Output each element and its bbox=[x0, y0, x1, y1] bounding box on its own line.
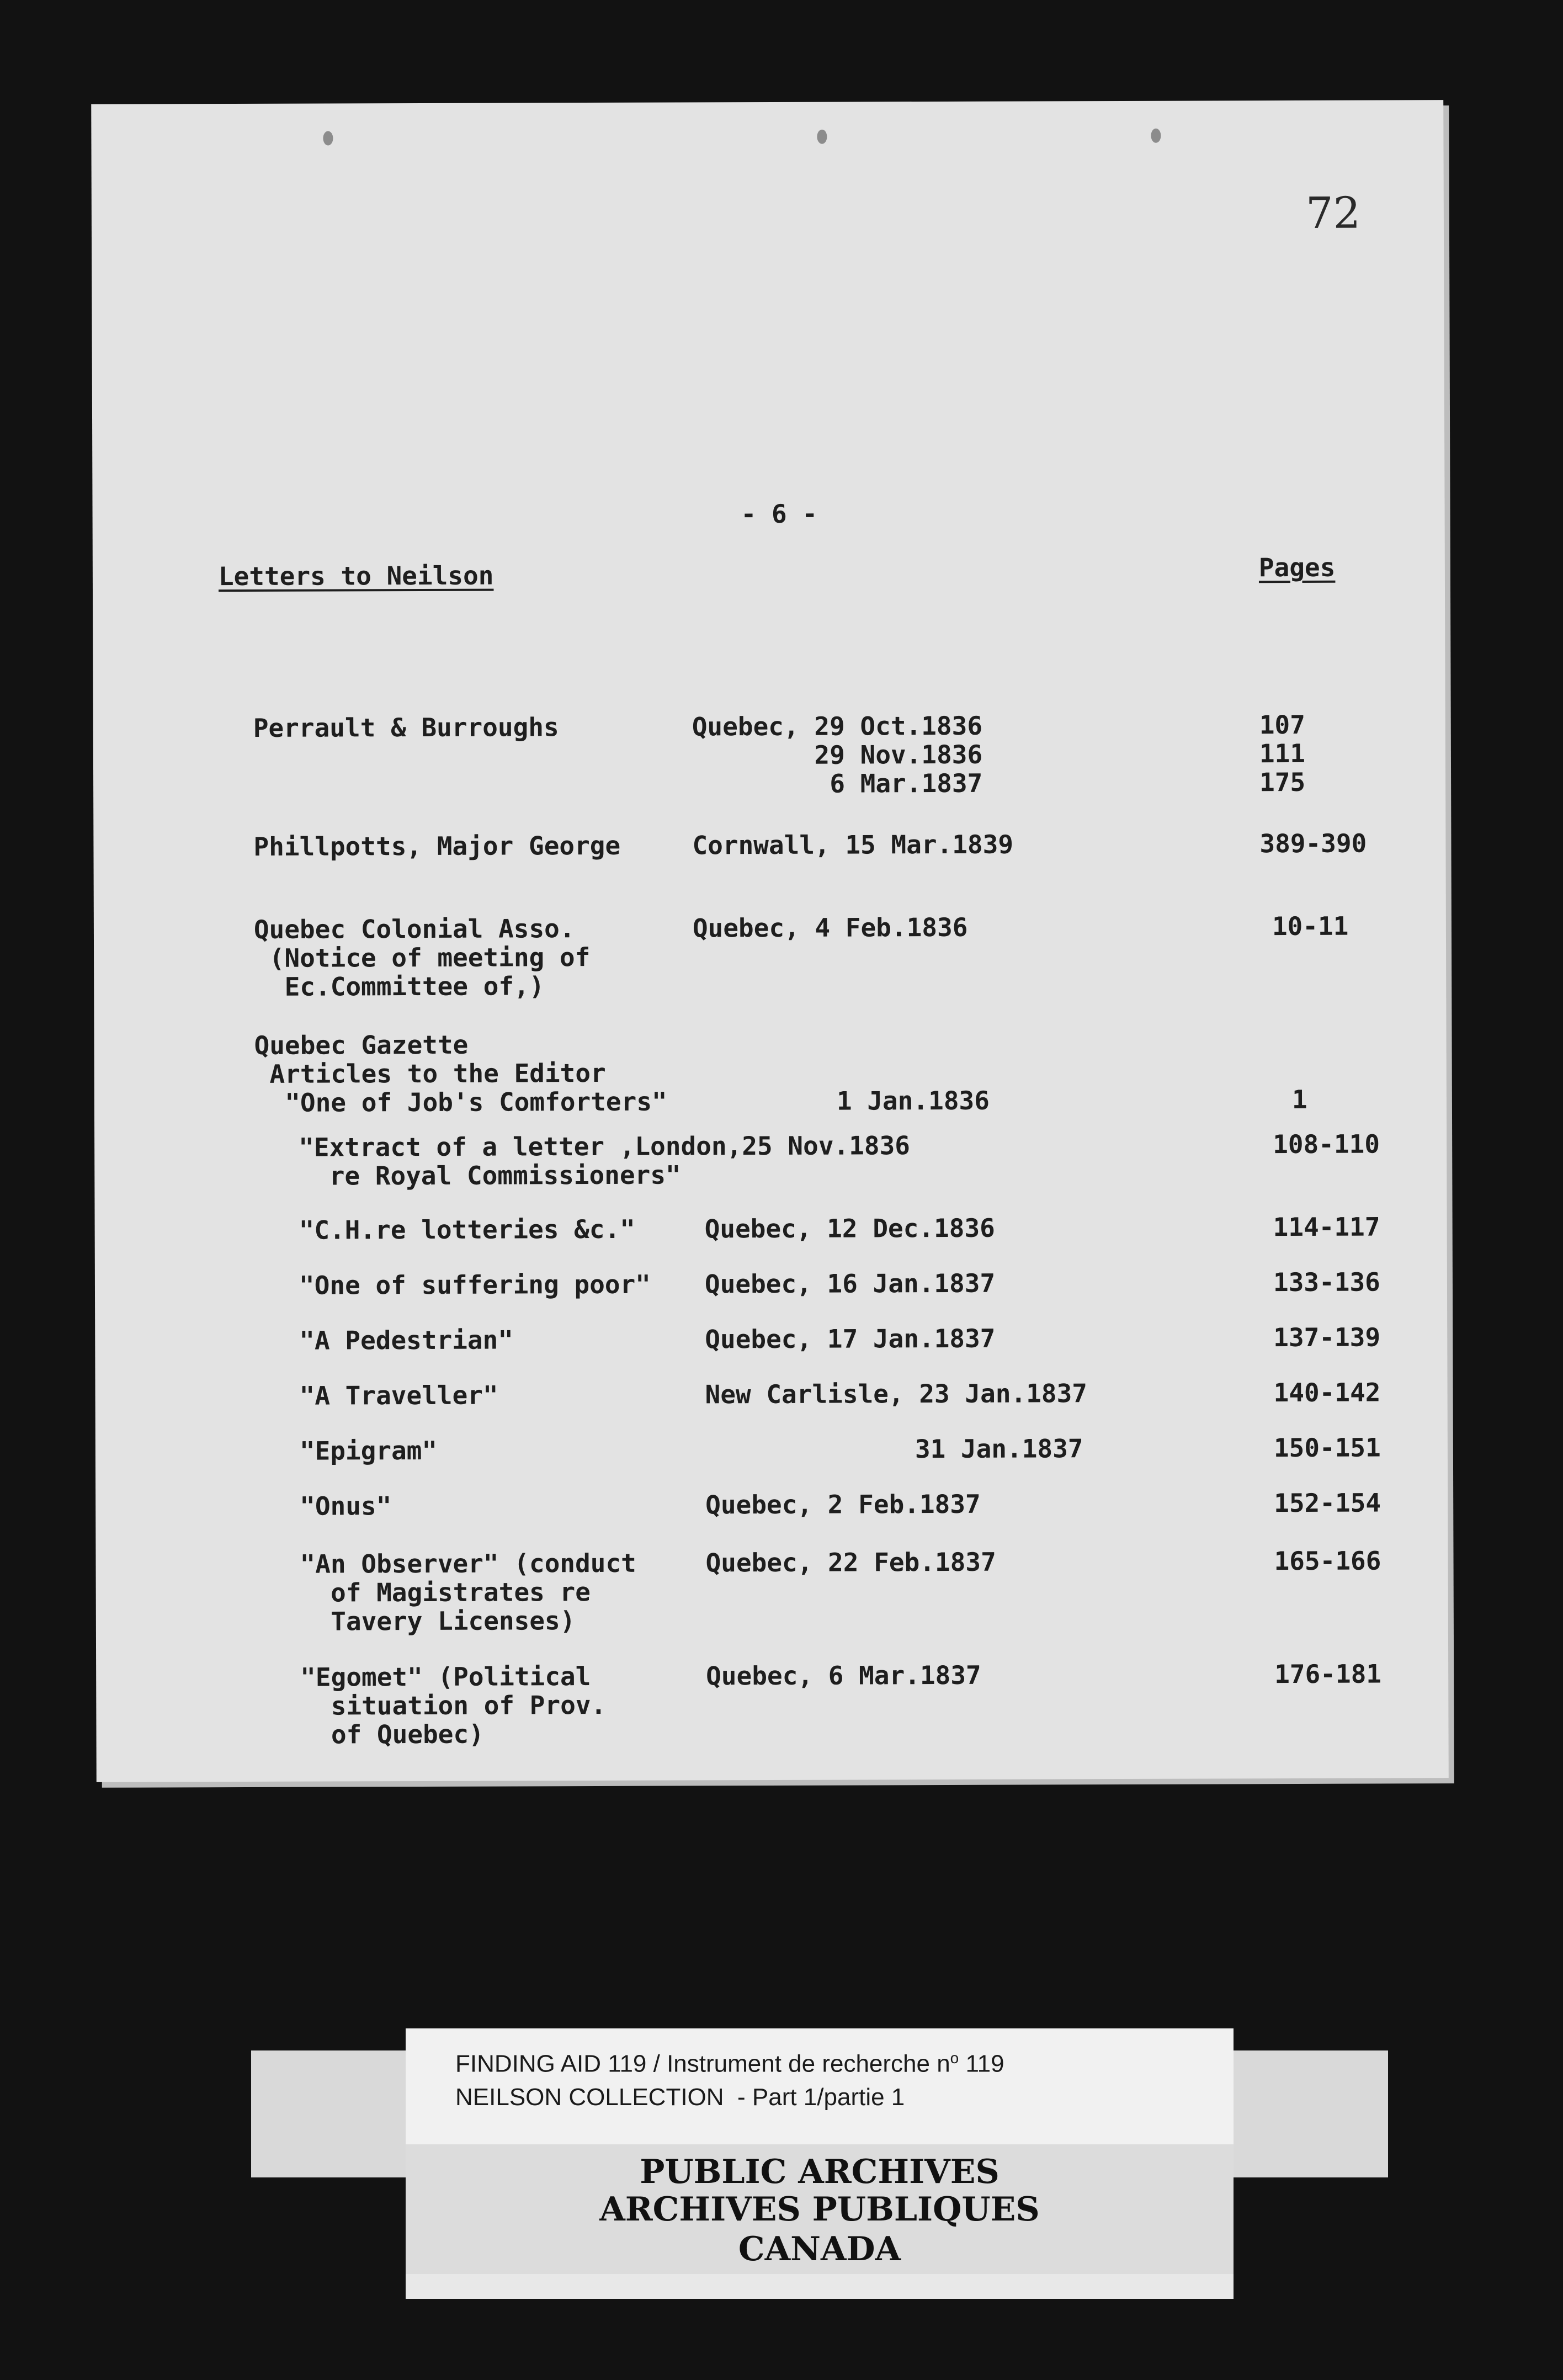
pages-column-header: Pages bbox=[1258, 552, 1336, 583]
entry-pages: 1 bbox=[1291, 1027, 1307, 1115]
entry-correspondent: "Epigram" bbox=[299, 1435, 438, 1466]
entry-pages: 107 111 175 bbox=[1259, 709, 1306, 798]
entry-pages: 10-11 bbox=[1272, 911, 1349, 942]
entry-correspondent: "An Observer" (conduct of Magistrates re Tavery Licenses) bbox=[300, 1548, 636, 1637]
entry-pages: 114-117 bbox=[1273, 1212, 1380, 1242]
entry-place-date: Quebec, 29 Oct.1836 29 Nov.1836 6 Mar.1837 bbox=[692, 710, 983, 799]
entry-correspondent: Quebec Gazette Articles to the Editor "One of Job's Comforters" bbox=[254, 1029, 667, 1118]
finding-aid-superscript: o bbox=[950, 2049, 959, 2066]
entry-correspondent: "One of suffering poor" bbox=[299, 1269, 651, 1300]
finding-aid-label bbox=[406, 2028, 1234, 2144]
finding-aid-text: FINDING AID 119 / Instrument de recherche n bbox=[455, 2050, 950, 2078]
entry-correspondent: "C.H.re lotteries &c." bbox=[299, 1214, 636, 1245]
entry-place-date: Quebec, 4 Feb.1836 bbox=[692, 912, 968, 943]
entry-place-date: 1 Jan.1836 bbox=[836, 1028, 990, 1116]
folio-number: 72 bbox=[1305, 188, 1361, 238]
punch-hole-center bbox=[817, 130, 827, 144]
entry-pages: 150-151 bbox=[1273, 1432, 1381, 1463]
archives-stamp bbox=[406, 2144, 1234, 2285]
finding-aid-line2: NEILSON COLLECTION - Part 1/partie 1 bbox=[455, 2084, 905, 2111]
entry-place-date: Quebec, 16 Jan.1837 bbox=[704, 1268, 996, 1299]
stamp-line-3: CANADA bbox=[738, 2230, 901, 2269]
entry-correspondent: "Extract of a letter ,London,25 Nov.1836 re Royal Commissioners" bbox=[299, 1130, 911, 1191]
entry-correspondent: Phillpotts, Major George bbox=[253, 830, 621, 862]
entry-correspondent: "Egomet" (Political situation of Prov. of Quebec) bbox=[300, 1661, 607, 1750]
entry-pages: 152-154 bbox=[1274, 1488, 1381, 1518]
entry-pages: 140-142 bbox=[1273, 1377, 1381, 1408]
document-page bbox=[91, 100, 1449, 1782]
entry-pages: 137-139 bbox=[1273, 1322, 1381, 1353]
finding-aid-number: 119 bbox=[959, 2050, 1004, 2078]
entry-place-date: Quebec, 2 Feb.1837 bbox=[705, 1489, 981, 1520]
entry-place-date: 31 Jan.1837 bbox=[915, 1433, 1083, 1464]
entry-place-date: Quebec, 22 Feb.1837 bbox=[705, 1547, 996, 1578]
finding-aid-line1 bbox=[455, 2049, 1004, 2078]
entry-correspondent: "A Traveller" bbox=[299, 1380, 498, 1411]
entry-correspondent: "A Pedestrian" bbox=[299, 1325, 514, 1356]
entry-place-date: Quebec, 17 Jan.1837 bbox=[705, 1323, 996, 1354]
entry-place-date: Cornwall, 15 Mar.1839 bbox=[692, 829, 1014, 860]
entry-place-date: Quebec, 12 Dec.1836 bbox=[704, 1213, 995, 1244]
entry-pages: 108-110 bbox=[1273, 1129, 1380, 1160]
stamp-line-2: ARCHIVES PUBLIQUES bbox=[599, 2190, 1040, 2229]
entry-place-date: New Carlisle, 23 Jan.1837 bbox=[705, 1378, 1088, 1410]
page-marker: - 6 - bbox=[741, 498, 818, 529]
entry-pages: 165-166 bbox=[1274, 1545, 1381, 1576]
stamp-line-1: PUBLIC ARCHIVES bbox=[640, 2153, 1000, 2191]
entry-pages: 389-390 bbox=[1259, 828, 1367, 859]
section-heading: Letters to Neilson bbox=[218, 560, 494, 592]
entry-correspondent: Perrault & Burroughs bbox=[253, 712, 559, 743]
entry-pages: 176-181 bbox=[1274, 1659, 1382, 1690]
entry-place-date: Quebec, 6 Mar.1837 bbox=[706, 1660, 981, 1691]
punch-hole-left bbox=[323, 131, 333, 145]
mount-strip bbox=[406, 2274, 1234, 2299]
entry-pages: 133-136 bbox=[1273, 1267, 1380, 1298]
entry-correspondent: "Onus" bbox=[300, 1491, 392, 1521]
entry-correspondent: Quebec Colonial Asso. (Notice of meeting of Ec.Committee of,) bbox=[253, 913, 591, 1002]
punch-hole-right bbox=[1151, 129, 1161, 143]
